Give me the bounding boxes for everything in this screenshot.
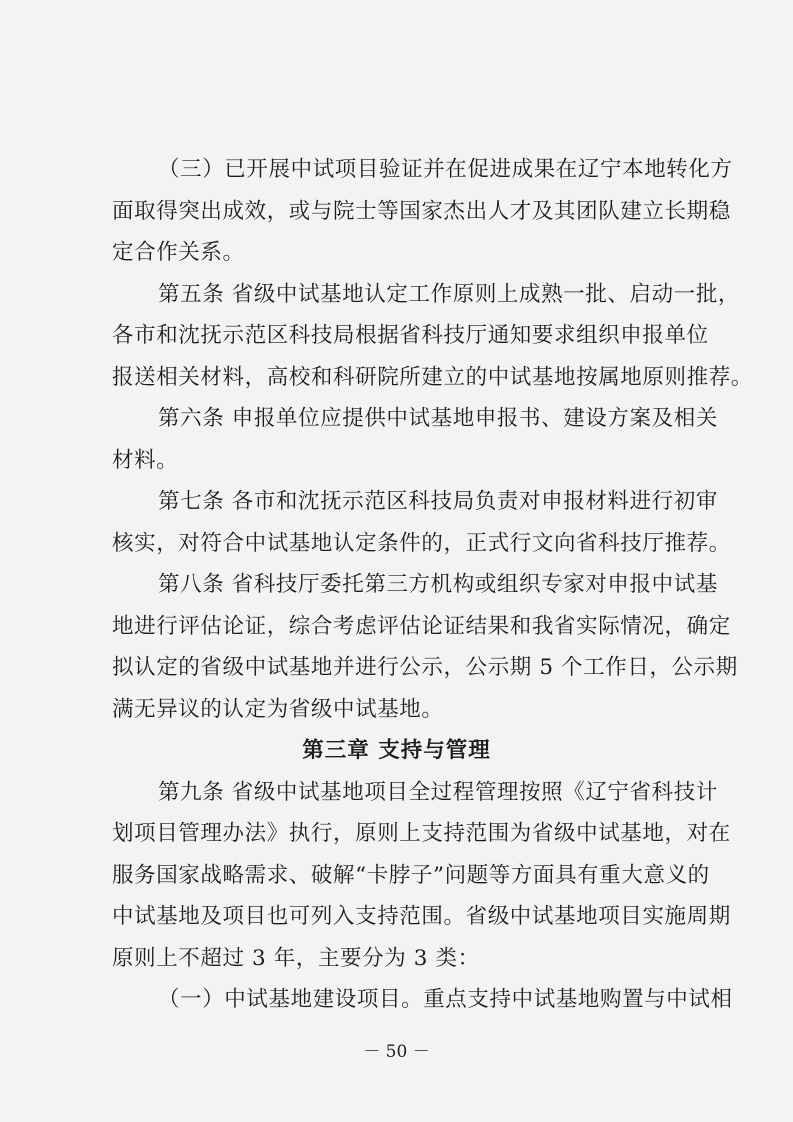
paragraph-line: 材料。 [112,447,179,473]
paragraph-line: 地进行评估论证，综合考虑评估论证结果和我省实际情况，确定 [112,613,731,639]
paragraph-line: 划项目管理办法》执行，原则上支持范围为省级中试基地，对在 [112,821,731,846]
paragraph-line: 满无异议的认定为省级中试基地。 [112,696,444,722]
paragraph-line: （三）已开展中试项目验证并在促进成果在辽宁本地转化方 [158,157,733,182]
article-9-line: 第九条 省级中试基地项目全过程管理按照《辽宁省科技计 [158,779,718,805]
chapter-heading: 第三章 支持与管理 [302,738,491,763]
page-number: － 50 － [363,1042,430,1062]
article-6-line: 第六条 申报单位应提供中试基地申报书、建设方案及相关 [158,406,718,431]
paragraph-line: 各市和沈抚示范区科技局根据省科技厅通知要求组织申报单位 [112,323,709,348]
paragraph-line: 报送相关材料，高校和科研院所建立的中试基地按属地原则推荐。 [112,364,753,390]
paragraph-line: 拟认定的省级中试基地并进行公示，公示期 5 个工作日，公示期 [112,655,738,680]
article-8-line: 第八条 省科技厅委托第三方机构或组织专家对申报中试基 [158,572,718,597]
paragraph-line: （一）中试基地建设项目。重点支持中试基地购置与中试相 [158,987,733,1012]
paragraph-line: 定合作关系。 [112,240,245,265]
paragraph-line: 服务国家战略需求、破解“卡脖子”问题等方面具有重大意义的 [112,862,710,888]
paragraph-line: 原则上不超过 3 年，主要分为 3 类： [112,945,480,971]
paragraph-line: 面取得突出成效，或与院士等国家杰出人才及其团队建立长期稳 [112,198,731,224]
article-7-line: 第七条 各市和沈抚示范区科技局负责对申报材料进行初审 [158,489,718,514]
paragraph-line: 核实，对符合中试基地认定条件的，正式行文向省科技厅推荐。 [112,530,731,556]
paragraph-line: 中试基地及项目也可列入支持范围。省级中试基地项目实施周期 [112,904,731,929]
article-5-line: 第五条 省级中试基地认定工作原则上成熟一批、启动一批， [158,281,741,307]
